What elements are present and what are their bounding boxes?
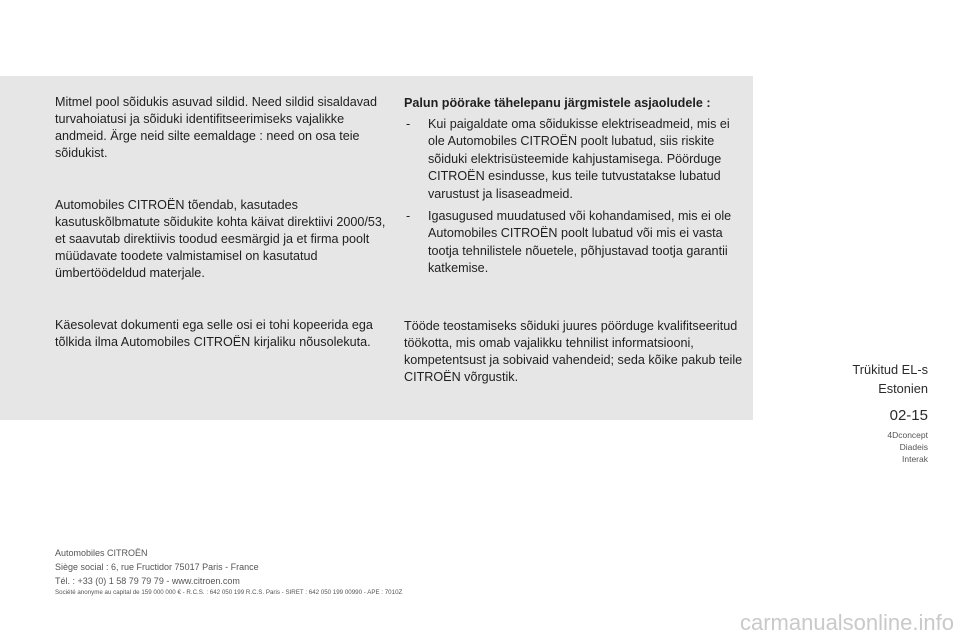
bullet-text: Kui paigaldate oma sõidukisse elektriseadmeid, mis ei ole Automobiles CITROËN poolt lubatud, siis riskite sõiduki elektrisüsteemide kahjustamisega. Pöörduge CITROËN esindusse, kus teile tutvustatakse lubatud varustust ja lisaseadmeid. bbox=[428, 117, 730, 201]
credit-line: 4Dconcept bbox=[887, 430, 928, 440]
footer-legal: Société anonyme au capital de 159 000 000 € - R.C.S. : 642 050 199 R.C.S. Paris - SIRET : 642 050 199 00990 - APE : 7010Z bbox=[55, 589, 403, 596]
printed-label: Trükitud EL-s bbox=[852, 362, 928, 377]
list-item bbox=[404, 116, 749, 203]
notice-list bbox=[404, 116, 749, 283]
bullet-dash: - bbox=[406, 209, 411, 224]
bullet-dash: - bbox=[406, 117, 411, 131]
footer-contact: Tél. : +33 (0) 1 58 79 79 79 - www.citroen.com bbox=[55, 576, 240, 586]
footer-address: Siège social : 6, rue Fructidor 75017 Paris - France bbox=[55, 562, 259, 572]
list-item bbox=[404, 208, 749, 278]
footer-company: Automobiles CITROËN bbox=[55, 548, 148, 558]
credit-line: Interak bbox=[902, 454, 928, 464]
copyright-paragraph: Käesolevat dokumenti ega selle osi ei tohi kopeerida ega tõlkida ilma Automobiles CITROËN kirjaliku nõusolekuta. bbox=[55, 318, 373, 349]
bullet-text: Igasugused muudatused või kohandamised, mis ei ole Automobiles CITROËN poolt lubatud või mis ei vasta tootja tehnilistele nõuetele, põhjustavad tootja garantii katkemise. bbox=[428, 209, 732, 276]
language-label: Estonien bbox=[878, 381, 928, 396]
recycling-paragraph: Automobiles CITROËN tõendab, kasutades kasutuskõlbmatute sõidukite kohta käivat direktiivi 2000/53, et saavutab direktiivis toodud eesmärgid ja et firma poolt müüdavate toodete valmistamisel on kasutatud ümbertöödeldud materjale. bbox=[55, 198, 386, 280]
labels-paragraph: Mitmel pool sõidukis asuvad sildid. Need sildid sisaldavad turvahoiatusi ja sõiduki identifitseerimiseks vajalikke andmeid. Ärge neid silte eemaldage : need on osa teie sõidukist. bbox=[55, 95, 378, 160]
document-code: 02-15 bbox=[889, 407, 928, 424]
notice-heading: Palun pöörake tähelepanu järgmistele asjaoludele : bbox=[404, 96, 711, 110]
service-paragraph: Tööde teostamiseks sõiduki juures pöörduge kvalifitseeritud töökotta, mis omab vajalikku tehnilist informatsiooni, kompetentsust ja sobivaid vahendeid; seda kõike pakub teile CITROËN võrgustik. bbox=[404, 319, 743, 384]
watermark: carmanualsonline.info bbox=[739, 610, 954, 635]
credit-line: Diadeis bbox=[899, 442, 928, 452]
